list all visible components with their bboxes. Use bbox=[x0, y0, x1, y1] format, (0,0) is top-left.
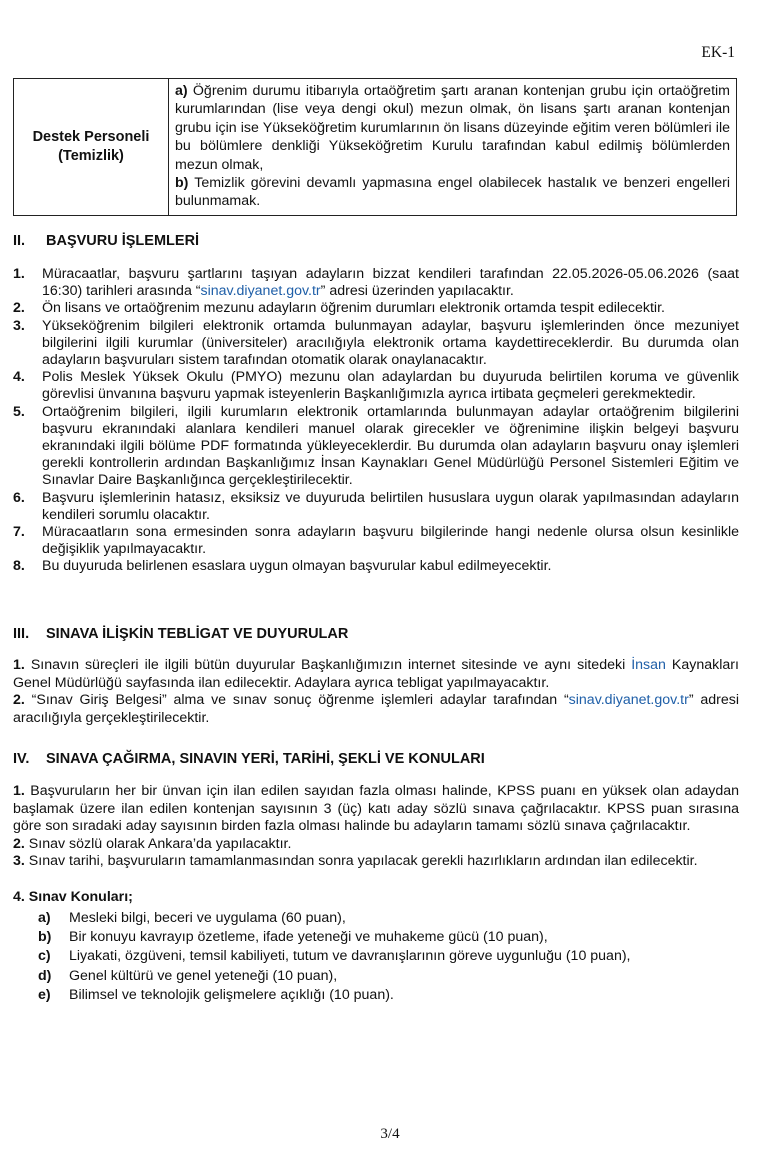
exam-paragraph-3 bbox=[13, 853, 739, 871]
exam-topics-list bbox=[13, 909, 739, 1006]
section-number: III. bbox=[13, 626, 30, 642]
topic-letter: c) bbox=[38, 948, 51, 965]
item-number: 4. bbox=[13, 369, 25, 386]
topic-letter: b) bbox=[38, 928, 52, 945]
section-number: II. bbox=[13, 233, 26, 249]
list-item bbox=[13, 404, 739, 490]
requirement-b bbox=[175, 175, 730, 209]
topic-letter: d) bbox=[38, 967, 52, 984]
paragraph-number: 4. bbox=[13, 888, 25, 905]
list-item bbox=[13, 524, 739, 558]
topic-text: Bir konuyu kavrayıp özetleme, ifade yeteneği ve muhakeme gücü (10 puan), bbox=[69, 928, 548, 945]
hr-link[interactable]: İnsan bbox=[631, 657, 666, 673]
list-item bbox=[13, 558, 739, 575]
paragraph-text: Sınav tarihi, başvuruların tamamlanmasından sonra yapılacak gerekli hazırlıkların ardından ilan edilecektir. bbox=[28, 853, 698, 870]
paragraph-number: 1. bbox=[13, 783, 25, 799]
topics-title: Sınav Konuları; bbox=[28, 888, 133, 905]
item-text: Polis Meslek Yüksek Okulu (PMYO) mezunu olan adaylardan bu duyuruda belirtilen koruma ve güvenlik görevlisi ünvanına başvuru yapmak isteyenlerin Başkanlığımızla ayrıca irtibata geçmeleri gerekmektedir. bbox=[42, 369, 739, 403]
item-text: Bu duyuruda belirlenen esaslara uygun olmayan başvurular kabul edilmeyecektir. bbox=[42, 558, 552, 575]
paragraph-text: ” adresi aracılığıyla gerçekleştirilecektir. bbox=[13, 692, 739, 726]
item-text: ” adresi üzerinden yapılacaktır. bbox=[320, 283, 514, 300]
paragraph-number: 1. bbox=[13, 657, 25, 673]
list-item bbox=[13, 369, 739, 403]
item-text: Müracaatların sona ermesinden sonra adayların başvuru bilgilerinde hangi nedenle olursa olsun kesinlikle değişiklik yapılmayacaktır. bbox=[42, 524, 739, 558]
item-text: Müracaatlar, başvuru şartlarını taşıyan adayların bizzat kendileri tarafından 22.05.2026-05.06.2026 (saat 16:30) tarihleri arasında “ bbox=[42, 266, 739, 300]
item-text: Ön lisans ve ortaöğrenim mezunu adayların öğrenim durumları elektronik ortamda tespit edilecektir. bbox=[42, 300, 665, 317]
requirements-cell bbox=[169, 79, 737, 216]
topic-item bbox=[13, 909, 739, 928]
list-item bbox=[13, 318, 739, 370]
section-notifications bbox=[13, 626, 739, 727]
item-text: Yükseköğrenim bilgileri elektronik ortamda bulunmayan adaylar, başvuru işlemlerinden önce mezuniyet bilgilerini ilgili kurumlar (üniversiteler) aracılığıyla elektronik ortama kaydettireceklerdir. Bu durumda olan adayların başvuruları sistem tarafından otomatik olarak onaylanacaktır. bbox=[42, 317, 739, 369]
section-heading bbox=[13, 233, 739, 249]
item-text: Ortaöğrenim bilgileri, ilgili kurumların elektronik ortamlarında bulunmayan adaylar ortaöğrenim bilgilerini başvuru ekranındaki alanlara kendileri manuel olarak girecekler ve öğrenimine ilişkin belgeyi başvuru ekranındaki ilgili bölüme PDF formatında yükleyeceklerdir. Bu durumda olan adayların başvuru onay işlemleri gerekli kontrollerin ardından Başkanlığımız İnsan Kaynakları Genel Müdürlüğü Personel Sistemleri Eğitim ve Sınavlar Daire Başkanlığınca gerçekleştirilecektir. bbox=[42, 403, 739, 489]
topic-text: Liyakati, özgüveni, temsil kabiliyeti, tutum ve davranışlarının göreve uygunluğu (10 puan), bbox=[69, 948, 631, 965]
list-item bbox=[13, 266, 739, 300]
topic-text: Bilimsel ve teknolojik gelişmelere açıklığı (10 puan). bbox=[69, 987, 394, 1004]
exam-site-link[interactable]: sinav.diyanet.gov.tr bbox=[568, 692, 689, 709]
topic-item bbox=[13, 947, 739, 966]
exam-topics-heading bbox=[13, 889, 739, 907]
item-number: 5. bbox=[13, 403, 25, 420]
topic-letter: a) bbox=[38, 909, 51, 926]
notice-paragraph-2 bbox=[13, 692, 739, 727]
exam-paragraph-1 bbox=[13, 783, 739, 836]
page-number: 3/4 bbox=[380, 1126, 400, 1142]
paragraph-text: Sınavın süreçleri ile ilgili bütün duyurular Başkanlığımızın internet sitesinde ve aynı sitedeki bbox=[30, 657, 632, 673]
section-heading bbox=[13, 626, 739, 642]
item-number: 3. bbox=[13, 317, 25, 334]
section-title: SINAVA İLİŞKİN TEBLİGAT VE DUYURULAR bbox=[46, 626, 349, 642]
item-number: 8. bbox=[13, 558, 25, 575]
requirements-table bbox=[13, 78, 737, 216]
section-heading bbox=[13, 751, 739, 767]
paragraph-text: Başvuruların her bir ünvan için ilan edilen sayıdan fazla olması halinde, KPSS puanı en yüksek olan adaydan başlamak üzere ilan edilen kontenjan sayısının 3 (üç) katı aday sözlü sınava çağrılacaktır. KPSS puan sırasına göre son sıradaki aday sayısının birden fazla olması halinde bu adayların tamamı sözlü sınava çağrılacaktır. bbox=[13, 783, 739, 835]
topic-item bbox=[13, 986, 739, 1005]
notice-paragraph-1 bbox=[13, 657, 739, 692]
section-application bbox=[13, 233, 739, 576]
requirement-b-text: Temizlik görevini devamlı yapmasına engel olabilecek hastalık ve benzeri engelleri bulunmamak. bbox=[175, 175, 730, 210]
list-item bbox=[13, 300, 739, 317]
table-row bbox=[14, 79, 737, 216]
requirement-a bbox=[175, 83, 730, 173]
item-number: 1. bbox=[13, 266, 25, 282]
requirement-a-text: Öğrenim durumu itibarıyla ortaöğretim şartı aranan kontenjan grubu için ortaöğretim kurumlarından (lise veya dengi okul) mezun olmak, ön lisans şartı aranan kontenjan grubu için ise Yükseköğretim kurumlarının ön lisans düzeyinde eğitim veren bölümleri ile bu bölümlere denkliği Yükseköğretim Kurulu tarafından kabul edilmiş bölümlerden mezun olmak, bbox=[175, 83, 730, 173]
application-list bbox=[13, 266, 739, 576]
application-site-link[interactable]: sinav.diyanet.gov.tr bbox=[200, 283, 321, 300]
annex-label: EK-1 bbox=[701, 44, 735, 61]
section-number: IV. bbox=[13, 751, 30, 767]
item-number: 6. bbox=[13, 489, 25, 506]
section-title: BAŞVURU İŞLEMLERİ bbox=[46, 233, 200, 249]
item-text: Başvuru işlemlerinin hatasız, eksiksiz ve duyuruda belirtilen hususlara uygun olarak yapılmasından adayların kendileri sorumlu olacaktır. bbox=[42, 489, 739, 523]
paragraph-number: 3. bbox=[13, 853, 25, 870]
item-number: 2. bbox=[13, 300, 25, 317]
topic-text: Genel kültürü ve genel yeteneği (10 puan), bbox=[69, 967, 338, 984]
section-title: SINAVA ÇAĞIRMA, SINAVIN YERİ, TARİHİ, ŞEKLİ VE KONULARI bbox=[46, 751, 485, 767]
topic-text: Mesleki bilgi, beceri ve uygulama (60 puan), bbox=[69, 909, 346, 926]
paragraph-text: Kaynakları Genel Müdürlüğü sayfasında ilan edilecektir. Adaylara ayrıca tebligat yapılmayacaktır. bbox=[13, 657, 739, 691]
list-item bbox=[13, 490, 739, 524]
item-number: 7. bbox=[13, 524, 25, 541]
paragraph-number: 2. bbox=[13, 835, 25, 852]
position-title: Destek Personeli (Temizlik) bbox=[14, 79, 169, 216]
requirement-b-label: b) bbox=[175, 175, 189, 192]
topic-item bbox=[13, 967, 739, 986]
requirement-a-label: a) bbox=[175, 83, 188, 99]
paragraph-number: 2. bbox=[13, 692, 25, 709]
topic-letter: e) bbox=[38, 987, 51, 1004]
section-exam bbox=[13, 751, 739, 1006]
topic-item bbox=[13, 928, 739, 947]
paragraph-text: “Sınav Giriş Belgesi” alma ve sınav sonuç öğrenme işlemleri adaylar tarafından “ bbox=[31, 692, 569, 709]
paragraph-text: Sınav sözlü olarak Ankara’da yapılacaktır. bbox=[28, 835, 292, 852]
exam-paragraph-2 bbox=[13, 836, 739, 854]
